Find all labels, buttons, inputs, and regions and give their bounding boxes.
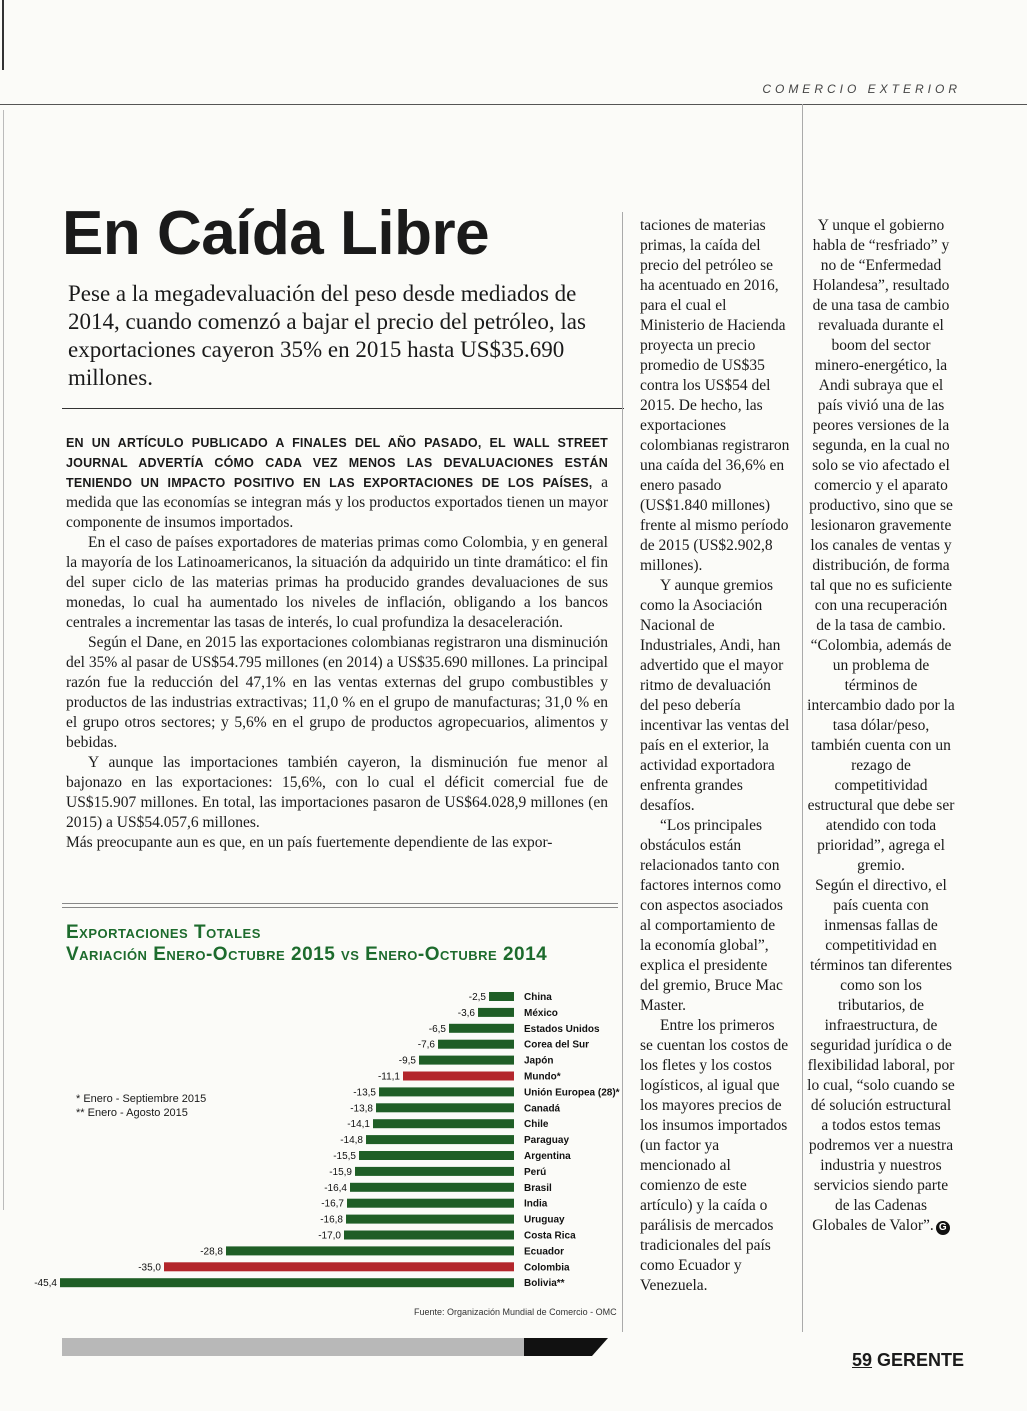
lead-text: EN UN ARTÍCULO PUBLICADO A FINALES DEL AÑO PASADO, EL WALL STREET JOURNAL ADVERTÍA CÓMO CADA VEZ MENOS LAS DEVALUACIONES ESTÁN TENIENDO UN IMPACTO POSITIVO EN LAS EXPORTACIONES DE LOS PAÍSES,	[66, 436, 608, 490]
top-rule	[0, 104, 1027, 105]
magazine-name: GERENTE	[877, 1350, 965, 1370]
bar-value-label: -2,5	[468, 992, 486, 1003]
category-label: Chile	[524, 1119, 549, 1131]
chart-top-rule	[62, 903, 618, 908]
bar-group	[429, 1024, 600, 1035]
bar	[346, 1215, 514, 1224]
chart-note-1: * Enero - Septiembre 2015	[76, 1093, 207, 1105]
category-label: Colombia	[524, 1262, 570, 1274]
bar	[376, 1103, 514, 1112]
bar	[355, 1167, 514, 1176]
chart-title-block	[66, 922, 547, 966]
page-edge-mark	[2, 0, 4, 70]
chart-subtitle: Variación Enero-Octubre 2015 vs Enero-Octubre 2014	[66, 944, 548, 965]
bar-group	[138, 1262, 570, 1273]
bar-value-label: -28,8	[200, 1246, 223, 1258]
section-label: COMERCIO EXTERIOR	[762, 82, 961, 96]
category-label: Argentina	[524, 1151, 571, 1162]
col3-paragraph-1: Y unque el gobierno habla de “resfriado” y no de “Enfermedad Holandesa”, resultado de una tasa de cambio revaluada durante el boom del sector minero-energético, la Andi subraya que el país vivió una de las peores versiones de la segunda, en la cual no solo se vio afectado el comercio y el aparato productivo, sino que se lesionaron gravemente los canales de ventas y distribución, de forma tal que no es suficiente con una recuperación de la tasa de cambio.	[809, 217, 953, 634]
category-label: Costa Rica	[524, 1230, 576, 1242]
bar	[359, 1151, 514, 1160]
bar-value-label: -3,6	[457, 1007, 475, 1019]
bar	[379, 1087, 514, 1096]
chart-source: Fuente: Organización Mundial de Comercio - OMC	[414, 1307, 617, 1317]
body-paragraph-2: En el caso de países exportadores de materias primas como Colombia, y en general la mayoría de los Latinoamericanos, la situación da adquirido un tinte dramático: el fin del super ciclo de las materias primas ha producido grandes devaluaciones de sus monedas, lo cual ha aumentado los niveles de inflación, obligando a los bancos centrales a incrementar las tasas de interés, lo cual profundiza la desaceleración.	[66, 534, 608, 631]
bar-group	[200, 1246, 564, 1257]
bar-value-label: -16,8	[320, 1214, 343, 1226]
body-column	[66, 433, 608, 853]
bar	[403, 1072, 514, 1081]
bar	[164, 1262, 514, 1271]
bar-group	[324, 1183, 552, 1194]
bar-group	[469, 992, 552, 1003]
bar	[60, 1278, 514, 1287]
page-number: 59	[852, 1350, 873, 1370]
category-label: India	[524, 1198, 548, 1210]
chart-note-2: ** Enero - Agosto 2015	[76, 1107, 188, 1119]
bar	[350, 1183, 514, 1192]
bar	[373, 1119, 514, 1128]
deck-rule	[62, 408, 624, 409]
bar-chart	[0, 982, 620, 1292]
bar-value-label: -13,8	[350, 1103, 373, 1115]
column-3	[806, 216, 956, 1236]
page-footer	[852, 1350, 964, 1371]
category-label: Brasil	[524, 1182, 552, 1194]
column-divider	[802, 104, 803, 1332]
bar	[344, 1231, 514, 1240]
col3-paragraph-3-text: Según el directivo, el país cuenta con inmensas fallas de competitividad en términos tan diferentes como son los tributarios, de infraestructura, de seguridad jurídica o de flexibilidad laboral, por lo cual, “solo cuando se dé solución estructural a todos estos temas podremos ver a nuestra industria y nuestros servicios siendo parte de las Cadenas Globales de Valor”.	[807, 877, 955, 1234]
deck: Pese a la megadevaluación del peso desde mediados de 2014, cuando comenzó a bajar el precio del petróleo, las exportaciones cayeron 35% en 2015 hasta US$35.690 millones.	[68, 281, 586, 390]
category-label: Perú	[524, 1166, 547, 1178]
column-divider	[622, 212, 623, 1332]
bar-group	[318, 1231, 576, 1242]
col2-paragraph-1: taciones de materias primas, la caída del precio del petróleo se ha acentuado en 2016, para el cual el Ministerio de Hacienda proyecta un precio promedio de US$35 contra los US$54 del 2015. De hecho, las exportaciones colombianas registraron una caída del 36,6% en enero pasado (US$1.840 millones) frente al mismo período de 2015 (US$2.902,8 millones).	[640, 217, 790, 574]
bar-group	[321, 1199, 548, 1210]
bar-group	[340, 1135, 569, 1146]
bar	[438, 1040, 514, 1049]
bar	[489, 992, 514, 1001]
bottom-decor-bar	[62, 1338, 608, 1356]
bar-value-label: -16,7	[321, 1198, 344, 1210]
col2-paragraph-4: Entre los primeros se cuentan los costos de los fletes y los costos logísticos, al igual que los mayores precios de los insumos importados (un factor ya mencionado al comienzo de este artículo) y la caída o parálisis de mercados tradicionales del país como Ecuador y Venezuela.	[640, 1017, 789, 1294]
bar	[347, 1199, 514, 1208]
category-label: Uruguay	[524, 1214, 565, 1226]
bar-value-label: -15,9	[329, 1166, 352, 1178]
bar-value-label: -6,5	[428, 1023, 446, 1035]
bar-value-label: -14,1	[347, 1119, 370, 1131]
bar-value-label: -14,8	[340, 1135, 363, 1147]
category-label: Japón	[524, 1055, 554, 1067]
category-label: Bolivia**	[524, 1278, 565, 1290]
bar-group	[347, 1119, 549, 1130]
chart-title: Exportaciones Totales	[66, 922, 261, 943]
category-label: México	[524, 1007, 558, 1019]
bar-value-label: -16,4	[324, 1182, 347, 1194]
bar-value-label: -17,0	[318, 1230, 341, 1242]
bar-value-label: -13,5	[353, 1087, 376, 1099]
bar-value-label: -15,5	[333, 1151, 356, 1162]
category-label: Corea del Sur	[524, 1039, 590, 1051]
bar-group	[399, 1056, 554, 1067]
col3-paragraph-2: “Colombia, además de un problema de términos de intercambio dado por la tasa dólar/peso, también cuenta con un rezago de competitividad estructural que debe ser atendido con toda prioridad”, agrega el gremio.	[807, 637, 955, 874]
bar-group	[353, 1087, 619, 1098]
bar-group	[378, 1072, 561, 1083]
category-label: China	[524, 992, 552, 1003]
headline: En Caída Libre	[62, 199, 490, 268]
category-label: Estados Unidos	[524, 1023, 600, 1035]
bar-group	[333, 1151, 571, 1162]
category-label: Ecuador	[524, 1246, 565, 1258]
bar	[419, 1056, 514, 1065]
body-paragraph-1	[66, 433, 608, 533]
bar-group	[329, 1167, 546, 1178]
bar-group	[418, 1040, 589, 1051]
bar	[478, 1008, 514, 1017]
category-label: Mundo*	[524, 1071, 561, 1083]
category-label: Unión Europea (28)*	[524, 1087, 620, 1099]
body-text-rest: a medida que las economías se integran más y los productos exportados tienen un mayor componente de insumos importados.	[66, 474, 608, 531]
bar-value-label: -11,1	[377, 1071, 400, 1083]
body-paragraph-3: Según el Dane, en 2015 las exportaciones colombianas registraron una disminución del 35% al pasar de US$54.795 millones (en 2014) a US$35.690 millones. La principal razón fue la reducción del 47,1% en las ventas externas del grupo combustibles y productos de las industrias extractivas; 11,0 % en el grupo de manufacturas; 31,0 % en el grupo otros sectores; y 5,6% en el grupo de productos agropecuarios, alimentos y bebidas.	[66, 634, 608, 751]
bar	[366, 1135, 514, 1144]
bar-group	[350, 1103, 560, 1114]
bar-group	[320, 1215, 565, 1226]
body-paragraph-4: Y aunque las importaciones también cayeron, la disminución fue menor al bajonazo en las exportaciones: 15,6%, con lo cual el déficit comercial fue de US$15.907 millones. En total, las importaciones pasaron de US$64.028,9 millones (en 2015) a US$54.057,6 millones.	[66, 754, 608, 831]
bar-value-label: -7,6	[417, 1039, 435, 1051]
bar	[449, 1024, 514, 1033]
bar-group	[34, 1278, 564, 1289]
col2-paragraph-3: “Los principales obstáculos están relacionados tanto con factores internos como con aspectos asociados al comportamiento de la economía global”, explica el presidente del gremio, Bruce Mac Master.	[640, 817, 783, 1014]
bar-group	[458, 1008, 558, 1019]
bar	[226, 1246, 514, 1255]
column-2	[640, 216, 790, 1296]
bar-value-label: -35,0	[138, 1262, 161, 1274]
category-label: Canadá	[524, 1103, 561, 1115]
bar-value-label: -45,4	[34, 1278, 57, 1290]
col2-paragraph-2: Y aunque gremios como la Asociación Nacional de Industriales, Andi, han advertido que el mayor ritmo de devaluación del peso debería incentivar las ventas del país en el exterior, la actividad exportadora enfrenta grandes desafíos.	[640, 577, 790, 814]
col3-paragraph-3	[806, 876, 956, 1236]
end-mark-icon: G	[936, 1221, 950, 1235]
category-label: Paraguay	[524, 1135, 570, 1147]
bar-value-label: -9,5	[398, 1055, 416, 1067]
body-paragraph-5: Más preocupante aun es que, en un país fuertemente dependiente de las expor-	[66, 834, 553, 851]
